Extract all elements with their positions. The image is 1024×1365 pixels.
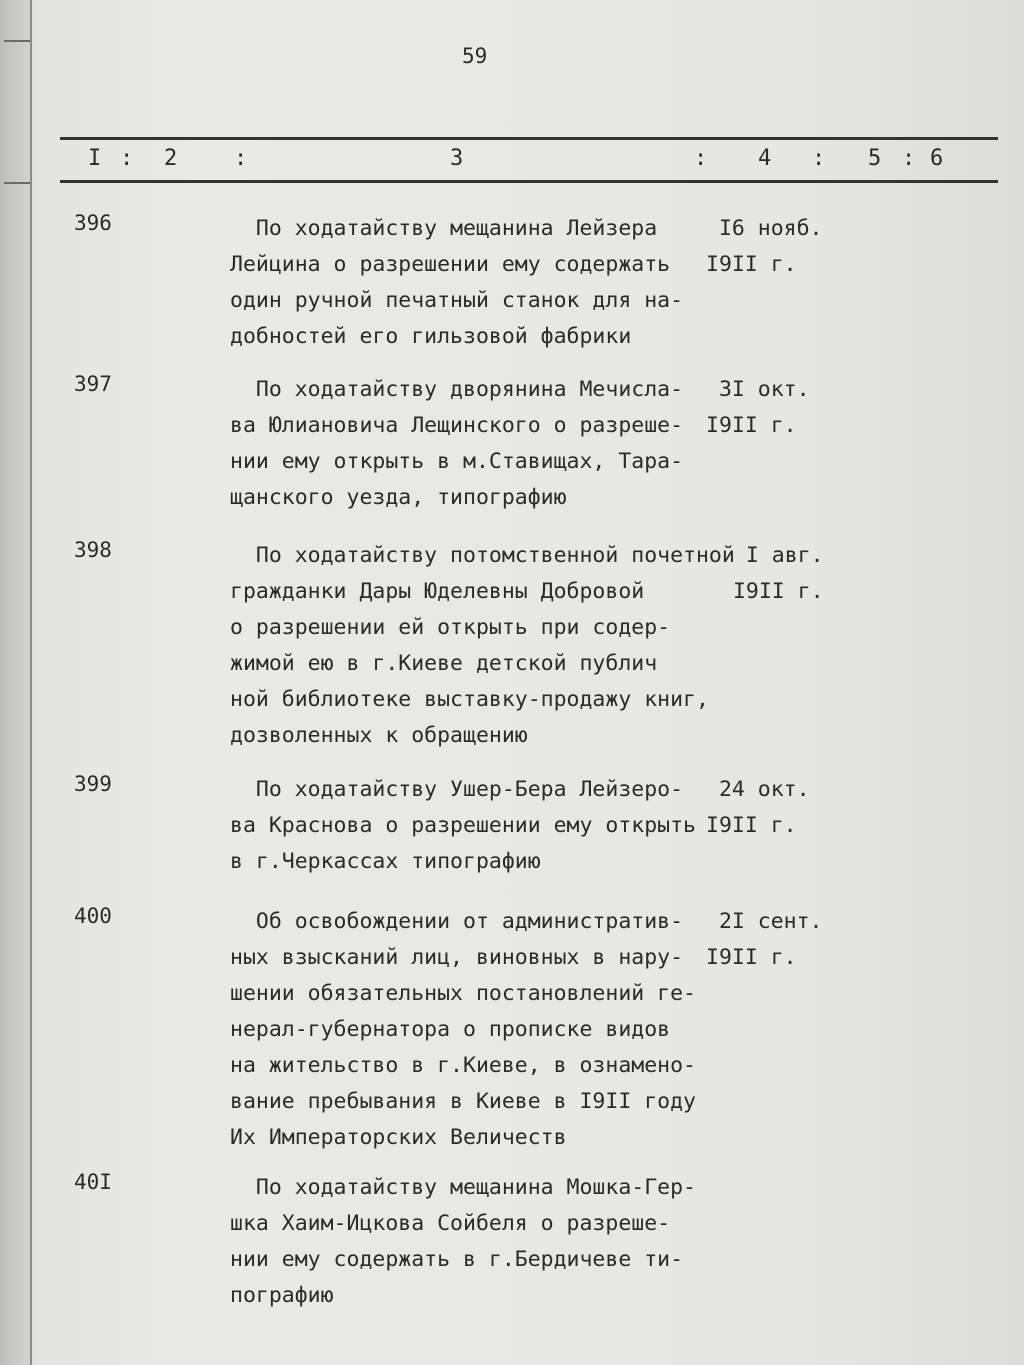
entry-line: шка Хаим-Ицкова Сойбеля о разреше- xyxy=(230,1211,671,1236)
entry-date-line: 2I сент. xyxy=(706,909,823,934)
entry-text xyxy=(230,211,683,355)
entry-line: По ходатайству мещанина Мошка-Гер- xyxy=(230,1175,696,1200)
entry-line: Об освобождении от административ- xyxy=(230,909,684,934)
entry-date xyxy=(720,538,824,610)
entry-line: о разрешении ей открыть при содер- xyxy=(230,615,671,640)
entry-line: По ходатайству потомственной почетной xyxy=(230,543,735,568)
page-number: 59 xyxy=(462,44,488,68)
entry-text xyxy=(230,538,735,754)
entry-line: гражданки Дары Юделевны Добровой xyxy=(230,579,645,604)
entry-line: один ручной печатный станок для на- xyxy=(230,288,684,313)
entry-line: на жительство в г.Киеве, в ознамено- xyxy=(230,1053,696,1078)
entry-line: в г.Черкассах типографию xyxy=(230,849,541,874)
entry-text xyxy=(230,772,696,880)
entry-date-line: I9II г. xyxy=(720,579,824,604)
entry-line: Их Императорских Величеств xyxy=(230,1125,567,1150)
column-header: 2 xyxy=(164,146,178,171)
column-header: 5 xyxy=(868,146,882,171)
entry-date-line: I авг. xyxy=(720,543,824,568)
entry-line: ной библиотеке выставку-продажу книг, xyxy=(230,687,709,712)
column-header-row xyxy=(60,140,998,180)
entry-date xyxy=(706,904,823,976)
entry-line: ва Юлиановича Лещинского о разреше- xyxy=(230,413,684,438)
entry-line: По ходатайству дворянина Мечисла- xyxy=(230,377,684,402)
entry-date xyxy=(706,372,810,444)
entry-line: вание пребывания в Киеве в I9II году xyxy=(230,1089,696,1114)
entry-number: 397 xyxy=(74,372,112,396)
entry-date-line: I9II г. xyxy=(706,252,797,277)
entry-text xyxy=(230,372,683,516)
entry-date xyxy=(706,211,823,283)
entry-line: ва Краснова о разрешении ему открыть xyxy=(230,813,696,838)
entry-text xyxy=(230,1170,696,1314)
entry-date xyxy=(706,772,810,844)
entry-line: жимой ею в г.Киеве детской публич xyxy=(230,651,658,676)
entry-date-line: 24 окт. xyxy=(706,777,810,802)
entry-line: ных взысканий лиц, виновных в нару- xyxy=(230,945,684,970)
entry-line: По ходатайству Ушер-Бера Лейзеро- xyxy=(230,777,684,802)
column-separator: : xyxy=(120,146,134,171)
entry-line: По ходатайству мещанина Лейзера xyxy=(230,216,658,241)
entry-line: нии ему содержать в г.Бердичеве ти- xyxy=(230,1247,684,1272)
column-separator: : xyxy=(694,146,708,171)
entry-line: добностей его гильзовой фабрики xyxy=(230,324,632,349)
entry-date-line: 3I окт. xyxy=(706,377,810,402)
entry-line: нии ему открыть в м.Ставищах, Тара- xyxy=(230,449,684,474)
column-separator: : xyxy=(812,146,826,171)
entry-number: 399 xyxy=(74,772,112,796)
column-header: 4 xyxy=(758,146,772,171)
entry-line: Лейцина о разрешении ему содержать xyxy=(230,252,671,277)
entry-line: пографию xyxy=(230,1283,334,1308)
entry-line: шении обязательных постановлений ге- xyxy=(230,981,696,1006)
entry-date-line: I9II г. xyxy=(706,813,797,838)
entry-date-line: I9II г. xyxy=(706,413,797,438)
entry-number: 396 xyxy=(74,211,112,235)
entry-date-line: I6 нояб. xyxy=(706,216,823,241)
paper-scrap xyxy=(4,40,30,184)
column-separator: : xyxy=(234,146,248,171)
entry-number: 398 xyxy=(74,538,112,562)
entry-line: нерал-губернатора о прописке видов xyxy=(230,1017,671,1042)
column-separator: : xyxy=(902,146,916,171)
column-header: I xyxy=(88,146,102,171)
entry-number: 400 xyxy=(74,904,112,928)
entry-text xyxy=(230,904,696,1156)
binding-edge xyxy=(0,0,32,1365)
table-header-rule xyxy=(60,180,998,183)
column-header: 3 xyxy=(450,146,464,171)
column-header: 6 xyxy=(930,146,944,171)
entry-date-line: I9II г. xyxy=(706,945,797,970)
entry-line: щанского уезда, типографию xyxy=(230,485,567,510)
entry-line: дозволенных к обращению xyxy=(230,723,528,748)
entry-number: 40I xyxy=(74,1170,112,1194)
